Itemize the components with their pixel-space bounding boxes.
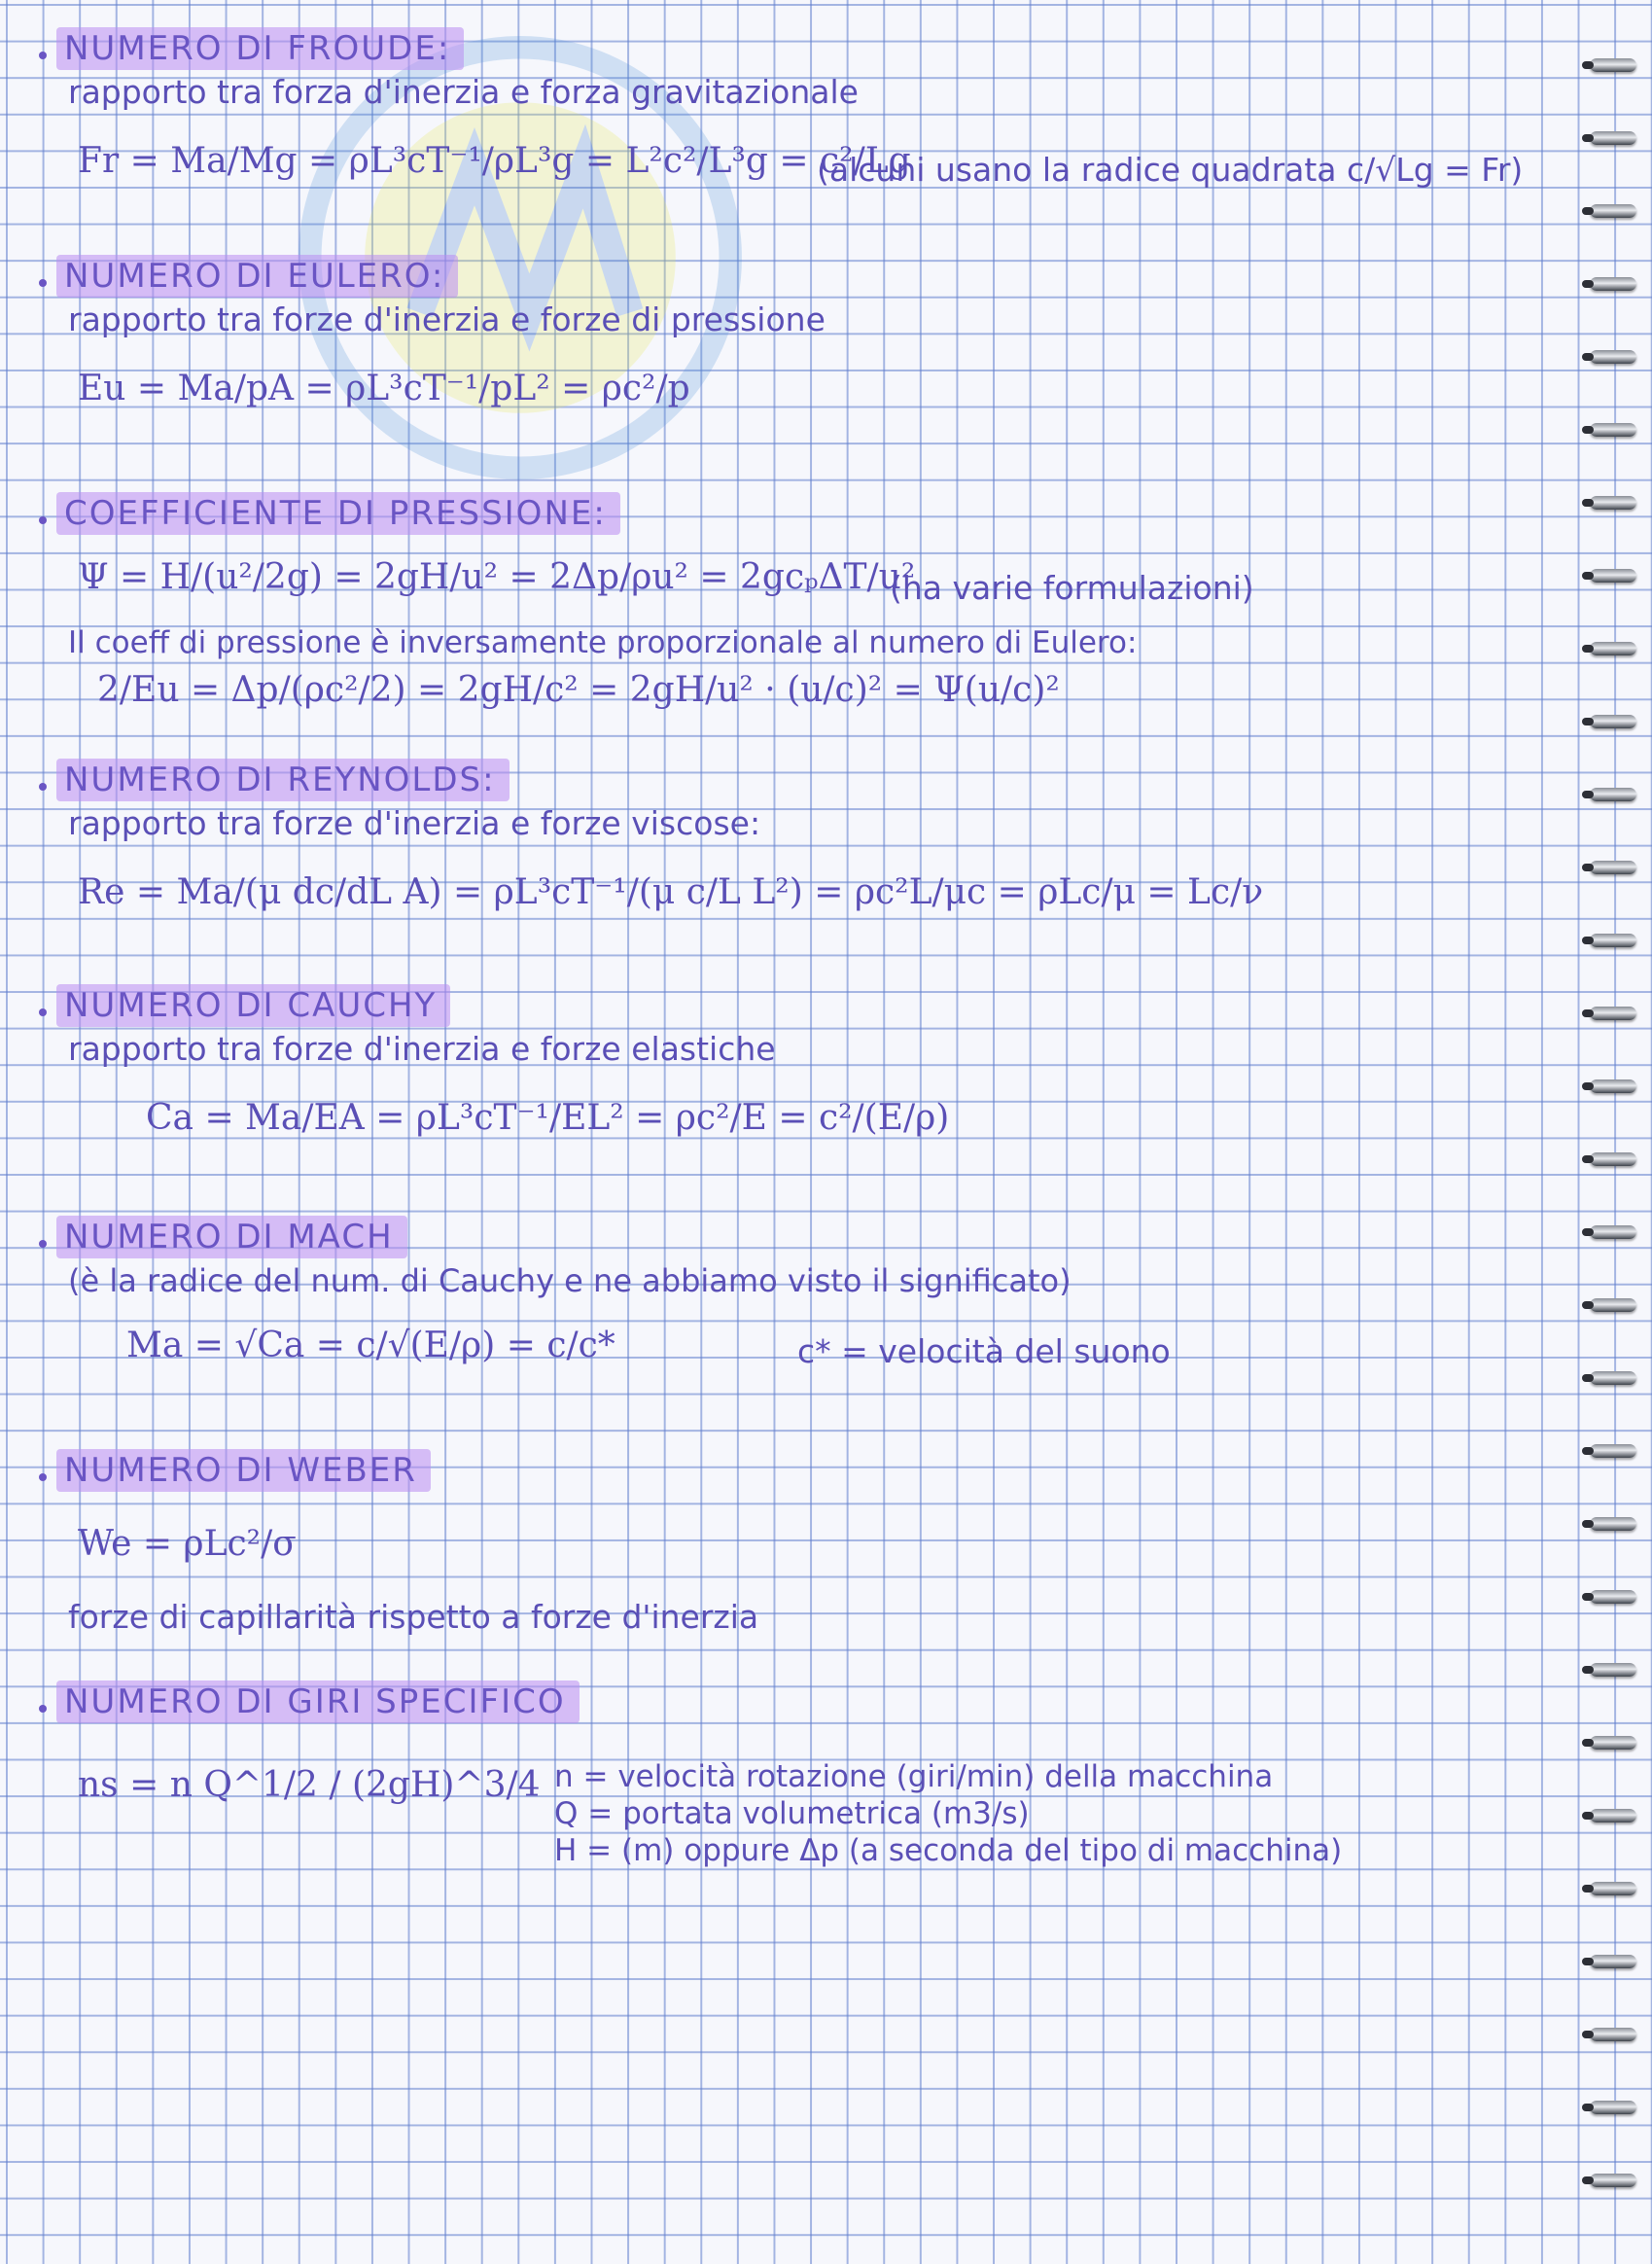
legend-item-n: n = velocità rotazione (giri/min) della macchina <box>554 1759 1274 1794</box>
formula-euler: Eu = Ma/pA = ρL³cT⁻¹/pL² = ρc²/p <box>78 369 690 408</box>
bullet-icon <box>39 1705 47 1713</box>
formula-reynolds: Re = Ma/(μ dc/dL A) = ρL³cT⁻¹/(μ c/L L²) = ρc²L/μc = ρLc/μ = Lc/ν <box>78 872 1264 912</box>
desc-euler: rapporto tra forze d'inerzia e forze di pressione <box>68 301 826 338</box>
formula-cauchy: Ca = Ma/EA = ρL³cT⁻¹/EL² = ρc²/E = c²/(E/ρ) <box>146 1098 950 1138</box>
section-reynolds <box>39 759 1263 918</box>
note-mach: c* = velocità del suono <box>797 1332 1171 1370</box>
heading-weber: NUMERO DI WEBER <box>56 1449 431 1492</box>
bullet-icon <box>39 1473 47 1481</box>
heading-euler: NUMERO DI EULERO: <box>56 255 458 298</box>
heading-cauchy: NUMERO DI CAUCHY <box>56 984 450 1027</box>
section-weber <box>39 1449 758 1640</box>
section-euler <box>39 255 826 414</box>
heading-mach: NUMERO DI MACH <box>56 1216 407 1258</box>
heading-reynolds: NUMERO DI REYNOLDS: <box>56 759 510 801</box>
formula-mach: Ma = √Ca = c/√(E/ρ) = c/c* <box>126 1326 615 1365</box>
bullet-icon <box>39 1008 47 1016</box>
desc-cauchy: rapporto tra forze d'inerzia e forze elastiche <box>68 1030 776 1068</box>
formula-froude: Fr = Ma/Mg = ρL³cT⁻¹/ρL³g = L²c²/L³g = c²/Lg <box>78 141 911 181</box>
desc-pressure: Il coeff di pressione è inversamente proporzionale al numero di Eulero: <box>68 625 1138 660</box>
bullet-icon <box>39 783 47 791</box>
bullet-icon <box>39 279 47 287</box>
note-froude: (alcuni usano la radice quadrata c/√Lg = Fr) <box>817 151 1524 189</box>
legend-item-q: Q = portata volumetrica (m3/s) <box>554 1796 1030 1831</box>
desc-froude: rapporto tra forza d'inerzia e forza gravitazionale <box>68 73 859 111</box>
legend-specific-speed <box>554 1758 1342 1869</box>
bullet-icon <box>39 516 47 524</box>
heading-froude: NUMERO DI FROUDE: <box>56 27 464 70</box>
section-specific-speed <box>39 1680 580 1811</box>
heading-pressure: COEFFICIENTE DI PRESSIONE: <box>56 492 620 535</box>
formula-specific-speed: ns = n Q^1/2 / (2gH)^3/4 <box>78 1765 541 1805</box>
bullet-icon <box>39 1240 47 1248</box>
desc-mach: (è la radice del num. di Cauchy e ne abbiamo visto il significato) <box>68 1262 1072 1299</box>
section-froude <box>39 27 911 187</box>
desc-reynolds: rapporto tra forze d'inerzia e forze viscose: <box>68 804 761 842</box>
section-cauchy <box>39 984 949 1144</box>
desc-weber: forze di capillarità rispetto a forze d'inerzia <box>68 1598 759 1636</box>
spiral-binding <box>1574 58 1652 2246</box>
relation-pressure: 2/Eu = Δp/(ρc²/2) = 2gH/c² = 2gH/u² · (u/c)² = Ψ(u/c)² <box>97 670 1060 710</box>
bullet-icon <box>39 52 47 59</box>
legend-item-h: H = (m) oppure Δp (a seconda del tipo di macchina) <box>554 1833 1343 1868</box>
formula-weber: We = ρLc²/σ <box>78 1524 297 1564</box>
note-pressure: (ha varie formulazioni) <box>890 569 1254 607</box>
heading-specific-speed: NUMERO DI GIRI SPECIFICO <box>56 1680 580 1723</box>
formula-pressure: Ψ = H/(u²/2g) = 2gH/u² = 2Δp/ρu² = 2gcₚΔT/u² <box>78 557 916 597</box>
